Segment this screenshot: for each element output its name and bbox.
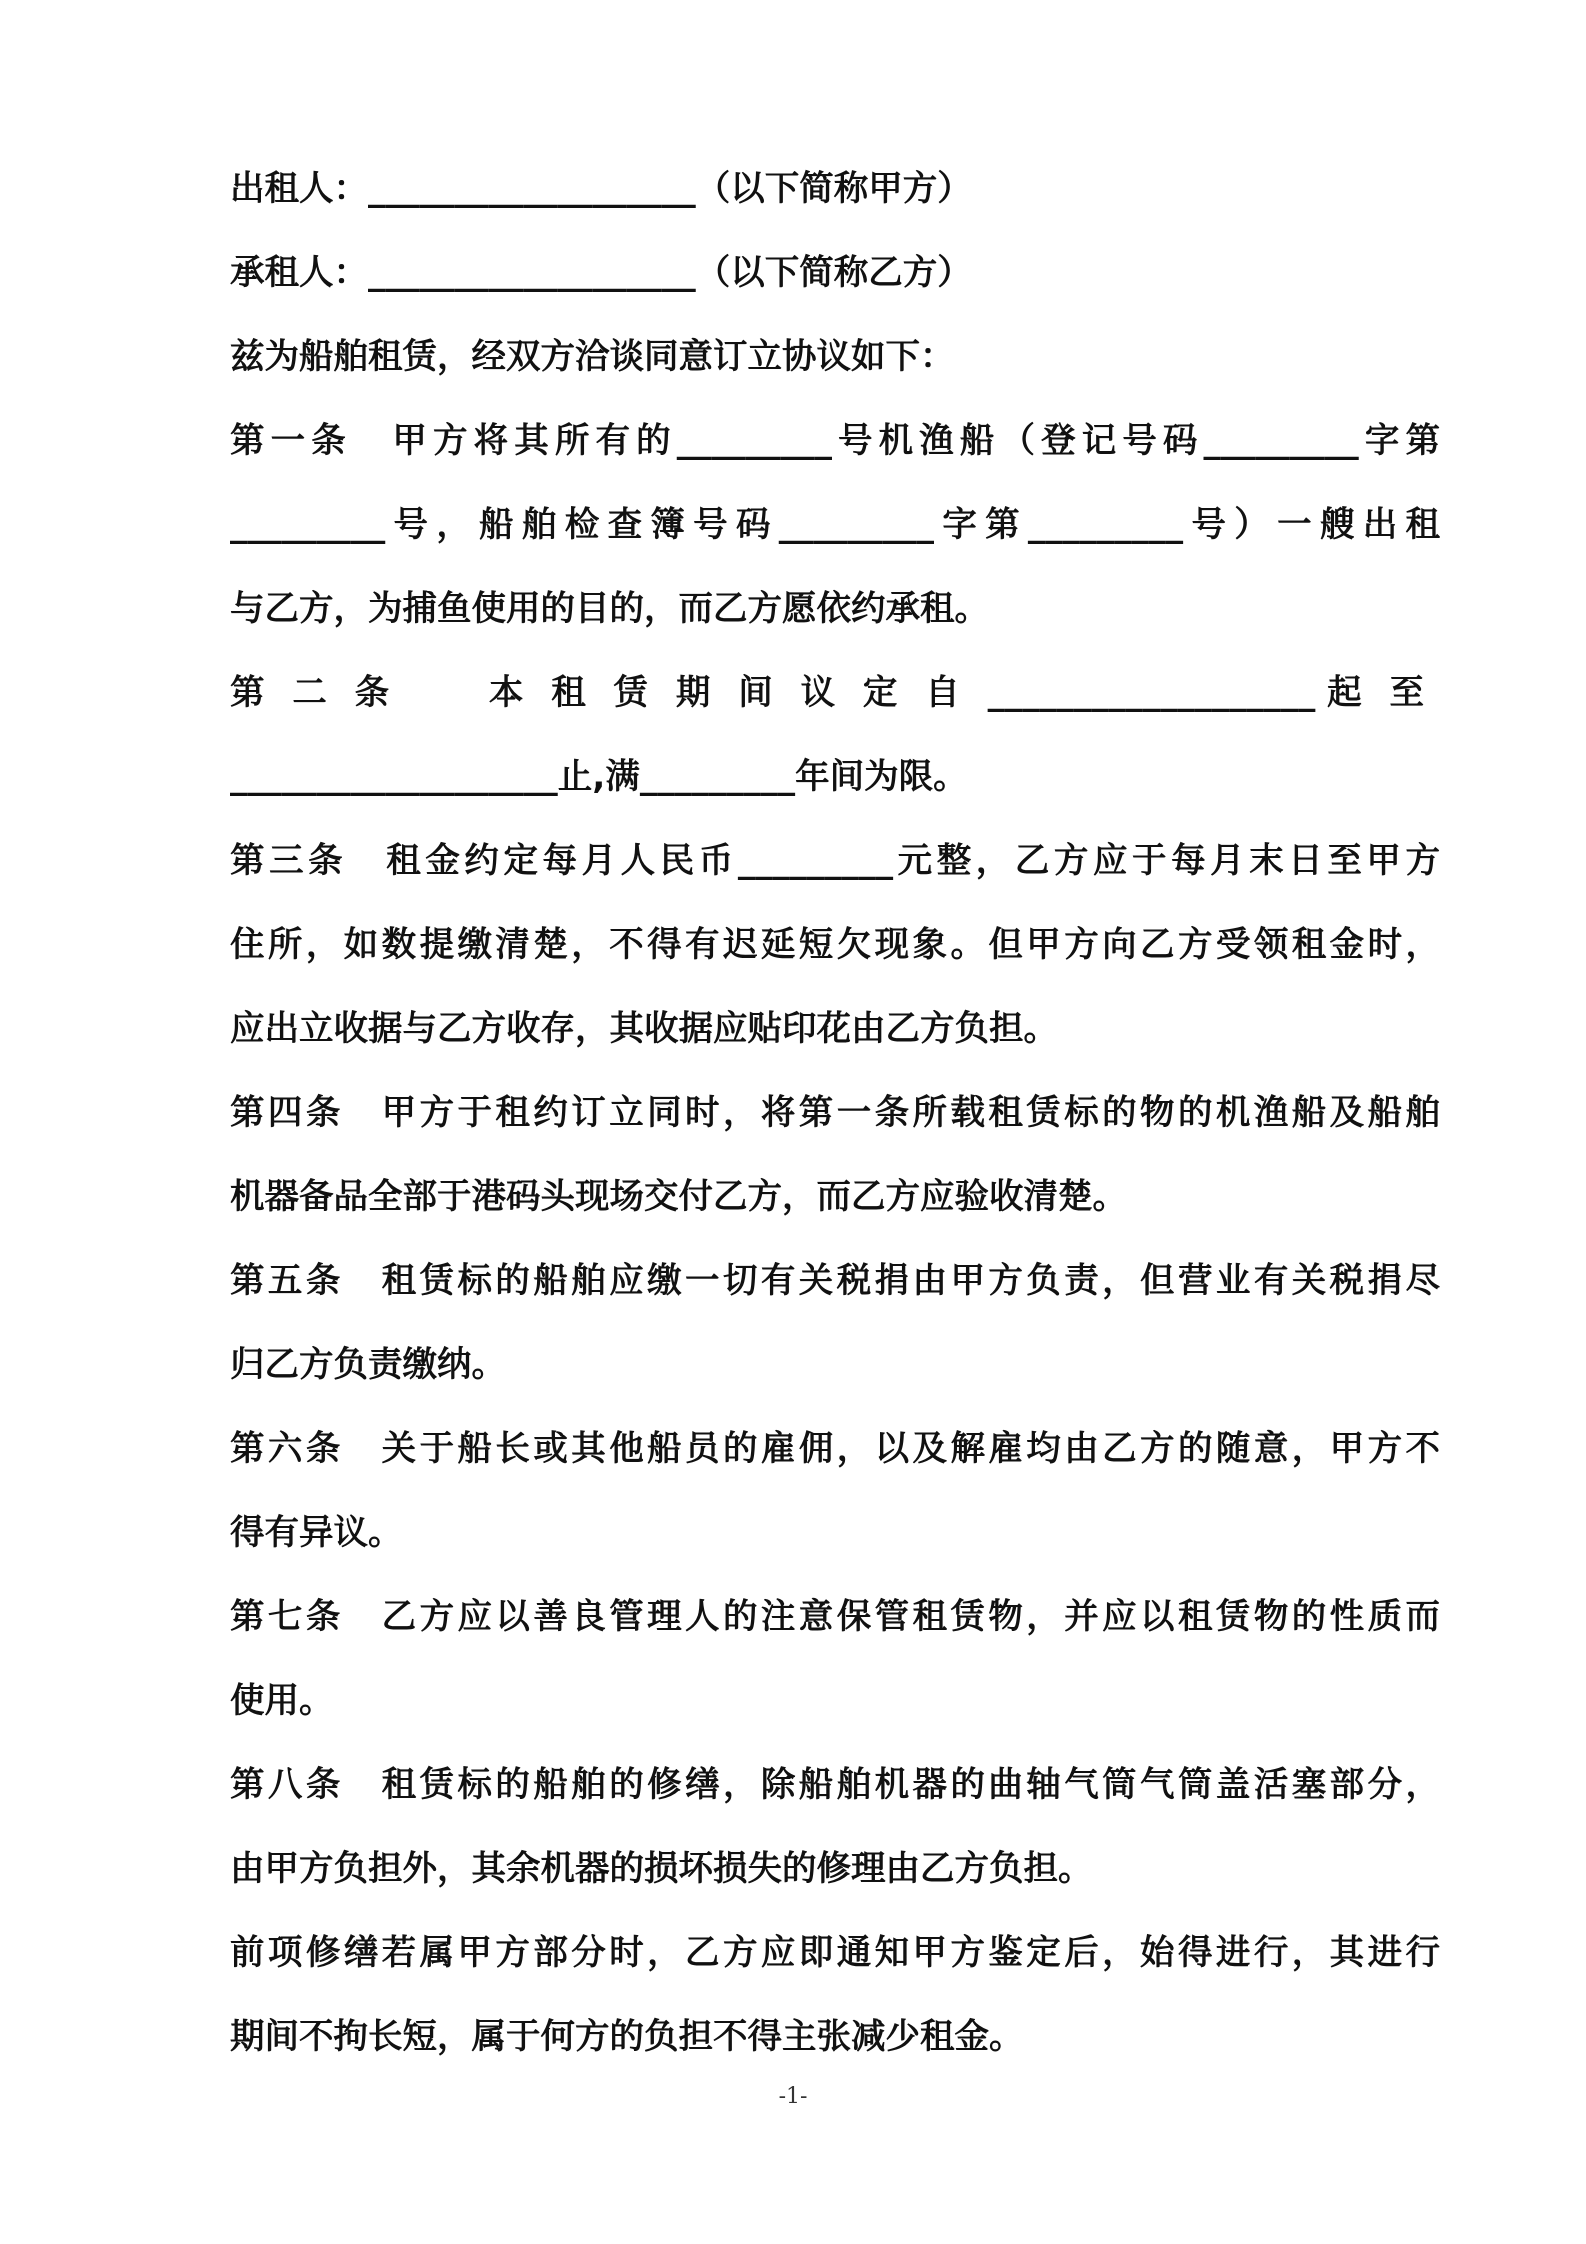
text-line-article8-4: 期间不拘长短，属于何方的负担不得主张减少租金。 xyxy=(230,2017,1024,2057)
text-line-article6-1: 第六条 关于船长或其他船员的雇佣，以及解雇均由乙方的随意，甲方不 xyxy=(230,1429,1440,1469)
text-line-article1-1: 第一条 甲方将其所有的_________号机渔船（登记号码_________字第 xyxy=(230,421,1440,461)
text-line-article1-3: 与乙方，为捕鱼使用的目的，而乙方愿依约承租。 xyxy=(230,589,989,629)
text-line-article3-1: 第三条 租金约定每月人民币_________元整，乙方应于每月末日至甲方 xyxy=(230,841,1440,881)
article2-end: 起至 xyxy=(1315,673,1441,713)
text-line-article1-2: _________号，船舶检查簿号码_________字第_________号）一艘出租 xyxy=(230,505,1440,545)
text-line-article5-2: 归乙方负责缴纳。 xyxy=(230,1345,506,1385)
page-number: -1- xyxy=(778,2084,808,2109)
text-line-article6-2: 得有异议。 xyxy=(230,1513,403,1553)
text-line-article4-2: 机器备品全部于港码头现场交付乙方，而乙方应验收清楚。 xyxy=(230,1177,1127,1217)
text-line-article4-1: 第四条 甲方于租约订立同时，将第一条所载租赁标的物的机渔船及船舶 xyxy=(230,1093,1440,1133)
text-line-article3-2: 住所，如数提缴清楚，不得有迟延短欠现象。但甲方向乙方受领租金时， xyxy=(230,925,1440,965)
article2-blank: ___________________ xyxy=(987,673,1316,713)
text-line-article8-2: 由甲方负担外，其余机器的损坏损失的修理由乙方负担。 xyxy=(230,1849,1093,1889)
text-line-article8-1: 第八条 租赁标的船舶的修缮，除船舶机器的曲轴气筒气筒盖活塞部分， xyxy=(230,1765,1440,1805)
text-line-article3-3: 应出立收据与乙方收存，其收据应贴印花由乙方负担。 xyxy=(230,1009,1058,1049)
text-line-lessor: 出租人：___________________（以下简称甲方） xyxy=(230,169,972,209)
article2-text: 本租赁期间议定自 xyxy=(477,673,988,713)
text-line-article8-3: 前项修缮若属甲方部分时，乙方应即通知甲方鉴定后，始得进行，其进行 xyxy=(230,1933,1440,1973)
text-line-article7-2: 使用。 xyxy=(230,1681,334,1721)
article2-label: 第二条 xyxy=(230,673,418,713)
text-line-preamble: 兹为船舶租赁，经双方洽谈同意订立协议如下： xyxy=(230,337,955,377)
text-line-article7-1: 第七条 乙方应以善良管理人的注意保管租赁物，并应以租赁物的性质而 xyxy=(230,1597,1440,1637)
text-line-article5-1: 第五条 租赁标的船舶应缴一切有关税捐由甲方负责，但营业有关税捐尽 xyxy=(230,1261,1440,1301)
text-line-article2-2: ___________________止,满_________年间为限。 xyxy=(230,757,968,797)
text-line-lessee: 承租人：___________________（以下简称乙方） xyxy=(230,253,972,293)
text-line-article2-1 xyxy=(230,669,1440,717)
